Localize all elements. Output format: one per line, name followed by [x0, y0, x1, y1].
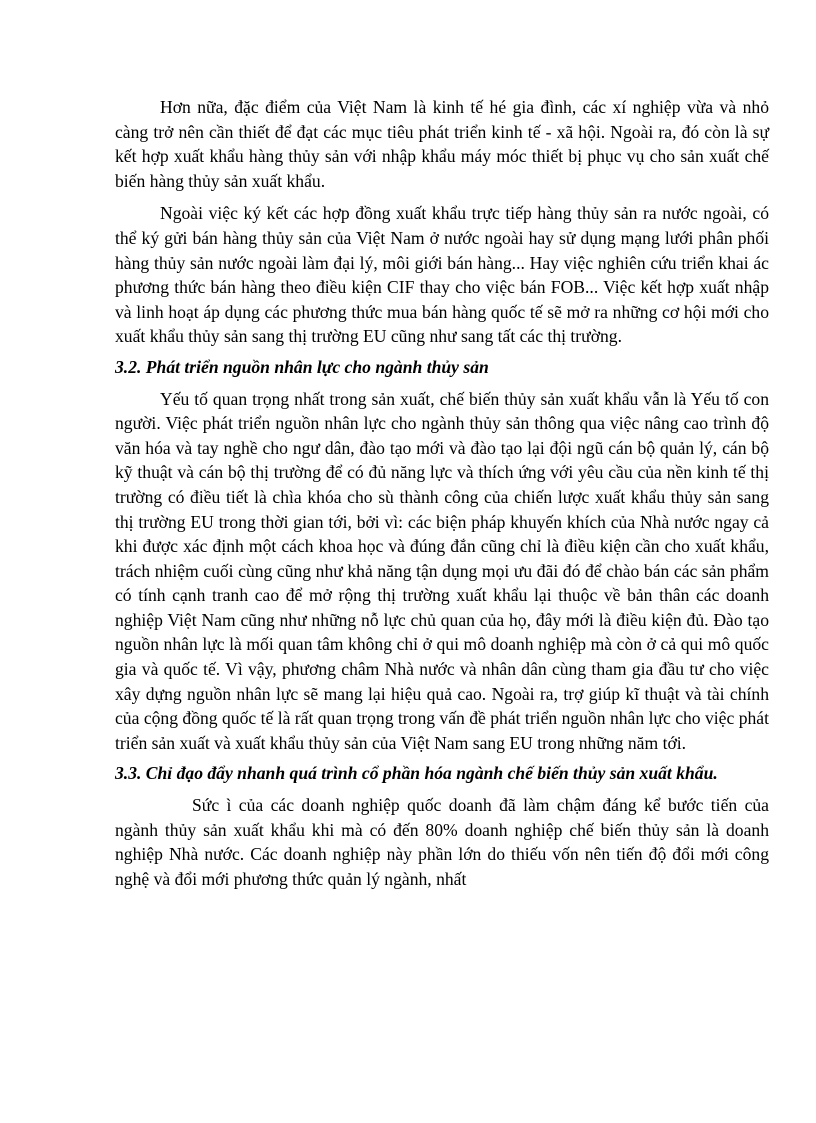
section-heading-3-3: 3.3. Chỉ đạo đẩy nhanh quá trình cổ phần hóa ngành chế biến thủy sản xuất khẩu. — [115, 763, 718, 784]
paragraph-equitization: Sức ì của các doanh nghiệp quốc doanh đã làm chậm đáng kể bước tiến của ngành thủy sản xuất khẩu khi mà có đến 80% doanh nghiệp chế biến thủy sản là doanh nghiệp Nhà nước. Các doanh nghiệp này phần lớn do thiếu vốn nên tiến độ đổi mới công nghệ và đổi mới phương thức quản lý ngành, nhất — [115, 795, 769, 889]
paragraph-household-economy: Hơn nữa, đặc điểm của Việt Nam là kinh tế hé gia đình, các xí nghiệp vừa và nhỏ càng trở nên cần thiết để đạt các mục tiêu phát triển kinh tế - xã hội. Ngoài ra, đó còn là sự kết hợp xuất khẩu hàng thủy sản với nhập khẩu máy móc thiết bị phục vụ cho sản xuất chế biến hàng thủy sản xuất khẩu. — [115, 97, 769, 191]
document-body — [115, 95, 769, 891]
section-heading-3-2: 3.2. Phát triển nguồn nhân lực cho ngành thủy sản — [115, 356, 489, 377]
paragraph-export-methods: Ngoài việc ký kết các hợp đồng xuất khẩu trực tiếp hàng thủy sản ra nước ngoài, có thể ký gửi bán hàng thủy sản của Việt Nam ở nước ngoài hay sử dụng mạng lưới phân phối hàng thủy sản nước ngoài làm đại lý, môi giới bán hàng... Hay việc nghiên cứu triển khai ác phương thức bán hàng theo điều kiện CIF thay cho việc bán FOB... Việc kết hợp xuất nhập và linh hoạt áp dụng các phương thức mua bán hàng quốc tế sẽ mở ra những cơ hội mới cho xuất khẩu thủy sản sang thị trường EU cũng như sang tất các thị trường. — [115, 203, 769, 347]
paragraph-human-resources: Yếu tố quan trọng nhất trong sản xuất, chế biến thủy sản xuất khẩu vẫn là Yếu tố con người. Việc phát triển nguồn nhân lực cho ngành thủy sản thông qua việc nâng cao trình độ văn hóa và tay nghề cho ngư dân, đào tạo mới và đào tạo lại đội ngũ cán bộ quản lý, cán bộ kỹ thuật và cán bộ thị trường để có đủ năng lực và thích ứng với yêu cầu của nền kinh tế thị trường có điều tiết là chìa khóa cho sù thành công của chiến lược xuất khẩu thủy sản sang thị trường EU trong thời gian tới, bởi vì: các biện pháp khuyến khích của Nhà nước ngay cả khi được xác định một cách khoa học và đúng đắn cũng chỉ là điều kiện cần cho xuất khẩu, trách nhiệm cuối cùng cũng như khả năng tận dụng mọi ưu đãi đó để chào bán các sản phẩm có tính cạnh tranh cao để mở rộng thị trường xuất khẩu lại thuộc về bản thân các doanh nghiệp Việt Nam cũng như những nỗ lực chủ quan của họ, đây mới là điều kiện đủ. Đào tạo nguồn nhân lực là mối quan tâm không chỉ ở qui mô doanh nghiệp mà còn ở cả qui mô quốc gia và quốc tế. Vì vậy, phương châm Nhà nước và nhân dân cùng tham gia đầu tư cho việc xây dựng nguồn nhân lực sẽ mang lại hiệu quả cao. Ngoài ra, trợ giúp kĩ thuật và tài chính của cộng đồng quốc tế là rất quan trọng trong vấn đề phát triển nguồn nhân lực cho việc phát triển sản xuất và xuất khẩu thủy sản của Việt Nam sang EU trong những năm tới. — [115, 388, 769, 753]
